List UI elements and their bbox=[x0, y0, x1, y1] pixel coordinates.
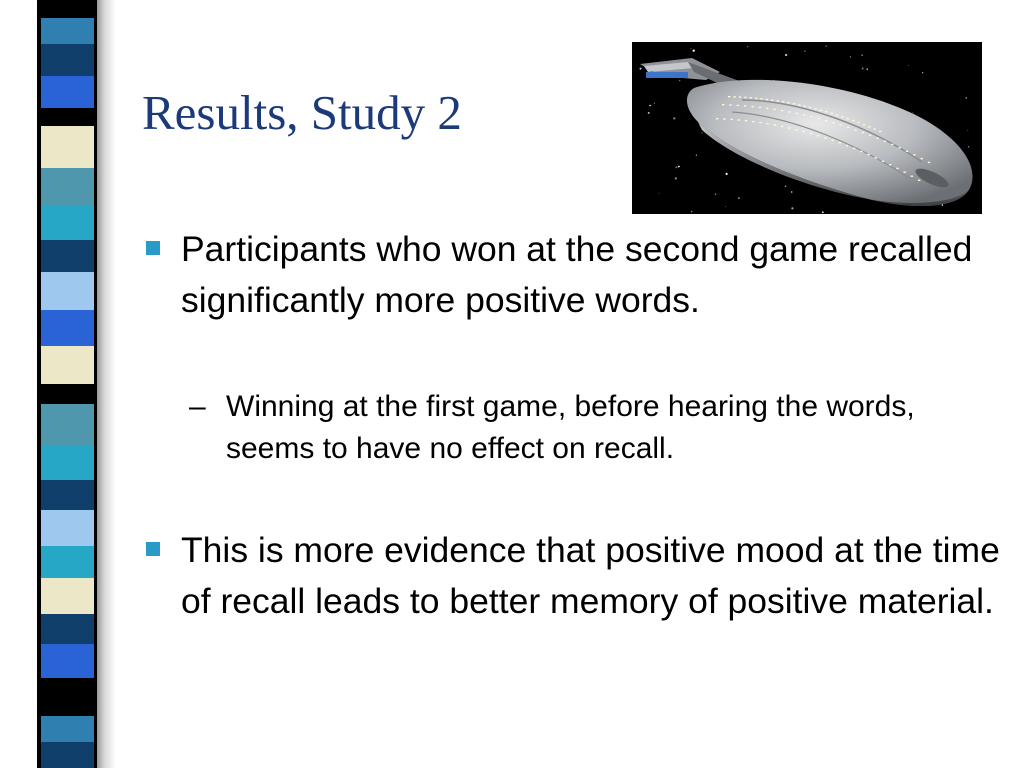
hull-light bbox=[793, 103, 795, 104]
hull-light bbox=[820, 110, 822, 111]
hull-light bbox=[787, 102, 789, 103]
square-bullet-icon bbox=[146, 241, 160, 255]
stripe-blocks bbox=[41, 0, 94, 768]
hull-light bbox=[884, 141, 886, 142]
star bbox=[678, 166, 680, 168]
hull-light bbox=[781, 110, 783, 111]
star bbox=[726, 173, 728, 175]
star bbox=[725, 206, 726, 207]
star bbox=[866, 68, 868, 70]
hull-light bbox=[795, 129, 797, 130]
sub-bullet-item bbox=[185, 386, 975, 470]
hull-light bbox=[879, 131, 881, 132]
stripe-block bbox=[41, 206, 94, 240]
star bbox=[861, 54, 863, 56]
hull-light bbox=[777, 100, 779, 101]
star bbox=[912, 112, 913, 113]
hull-light bbox=[755, 98, 757, 99]
hull-light bbox=[744, 105, 746, 106]
hull-light bbox=[876, 138, 878, 139]
hull-light bbox=[869, 135, 871, 136]
star bbox=[850, 56, 851, 57]
hull-light bbox=[841, 116, 843, 117]
stripe-block bbox=[41, 644, 94, 678]
hull-light bbox=[863, 124, 865, 125]
star bbox=[715, 193, 717, 195]
star bbox=[791, 207, 793, 209]
hull-light bbox=[781, 126, 783, 127]
hull-light bbox=[803, 114, 805, 115]
hull-light bbox=[814, 108, 816, 109]
hull-light bbox=[796, 113, 798, 114]
hull-light bbox=[760, 98, 762, 99]
hull-light bbox=[867, 154, 869, 155]
stripe-block bbox=[41, 44, 94, 76]
hull-light bbox=[830, 113, 832, 114]
hull-light bbox=[847, 118, 849, 119]
hull-light bbox=[788, 111, 790, 112]
hull-light bbox=[818, 118, 820, 119]
hull-light bbox=[898, 147, 900, 148]
hull-light bbox=[771, 100, 773, 101]
star bbox=[701, 132, 702, 133]
stripe-block bbox=[41, 614, 94, 644]
star bbox=[791, 191, 793, 193]
star bbox=[822, 211, 824, 213]
hull-light bbox=[809, 107, 811, 108]
star bbox=[908, 65, 909, 66]
star bbox=[649, 105, 651, 107]
bullet-text: This is more evidence that positive mood at the time of recall leads to better memory of positive material. bbox=[181, 530, 1000, 621]
hull-light bbox=[766, 108, 768, 109]
hull-light bbox=[889, 164, 891, 165]
hull-light bbox=[854, 129, 856, 130]
star bbox=[691, 211, 693, 213]
hull-light bbox=[723, 118, 725, 119]
stripe-block bbox=[41, 446, 94, 480]
stripe-block bbox=[41, 384, 94, 404]
star bbox=[942, 204, 943, 205]
hull-light bbox=[874, 128, 876, 129]
hull-light bbox=[722, 104, 724, 105]
hull-light bbox=[730, 119, 732, 120]
hull-light bbox=[918, 180, 920, 181]
hull-light bbox=[904, 172, 906, 173]
star bbox=[747, 46, 748, 47]
hull-light bbox=[846, 145, 848, 146]
stripe-block bbox=[41, 742, 94, 768]
star bbox=[968, 146, 969, 147]
stripe-block bbox=[41, 546, 94, 578]
hull-light bbox=[847, 127, 849, 128]
stripe-block bbox=[41, 272, 94, 310]
hull-light bbox=[744, 97, 746, 98]
stripe-block bbox=[41, 716, 94, 742]
hull-light bbox=[857, 122, 859, 123]
stripe-block bbox=[41, 678, 94, 698]
hull-light bbox=[774, 124, 776, 125]
hull-light bbox=[836, 114, 838, 115]
hull-light bbox=[738, 119, 740, 120]
star bbox=[659, 193, 660, 194]
hull-light bbox=[798, 104, 800, 105]
hull-light bbox=[810, 133, 812, 134]
hull-light bbox=[921, 158, 923, 159]
star bbox=[785, 54, 787, 56]
hull-light bbox=[745, 120, 747, 121]
star bbox=[738, 197, 740, 199]
hull-light bbox=[767, 123, 769, 124]
star bbox=[696, 155, 697, 156]
bullet-text: Participants who won at the second game recalled significantly more positive words. bbox=[181, 229, 973, 320]
star bbox=[785, 185, 787, 187]
stripe-block bbox=[41, 76, 94, 108]
starship-image bbox=[632, 42, 982, 214]
hull-light bbox=[751, 106, 753, 107]
hull-light bbox=[728, 96, 730, 97]
decorative-stripe bbox=[0, 0, 116, 768]
stripe-block bbox=[41, 18, 94, 44]
hull-light bbox=[750, 97, 752, 98]
hull-light bbox=[825, 111, 827, 112]
star bbox=[804, 50, 805, 51]
hull-light bbox=[739, 96, 741, 97]
stripe-block bbox=[41, 578, 94, 614]
dash-marker: – bbox=[189, 390, 206, 423]
stripe-block bbox=[41, 404, 94, 446]
hull-light bbox=[759, 107, 761, 108]
stripe-shadow bbox=[97, 0, 116, 768]
hull-light bbox=[853, 148, 855, 149]
hull-light bbox=[824, 137, 826, 138]
hull-light bbox=[913, 154, 915, 155]
stripe-block bbox=[41, 310, 94, 346]
hull-light bbox=[839, 142, 841, 143]
slide-title: Results, Study 2 bbox=[142, 85, 462, 140]
stripe-block bbox=[41, 0, 94, 18]
bullet-item bbox=[142, 224, 1002, 326]
stripe-block bbox=[41, 510, 94, 546]
hull-light bbox=[852, 120, 854, 121]
stripe-block bbox=[41, 168, 94, 206]
stripe-block bbox=[41, 480, 94, 510]
hull-light bbox=[817, 135, 819, 136]
stripe-block bbox=[41, 698, 94, 716]
stripe-block bbox=[41, 108, 94, 126]
hull-light bbox=[733, 96, 735, 97]
star bbox=[654, 103, 655, 104]
sub-bullet-text: Winning at the first game, before hearing the words, seems to have no effect on recall. bbox=[226, 390, 915, 465]
hull-light bbox=[896, 168, 898, 169]
star bbox=[966, 97, 968, 99]
hull-light bbox=[804, 106, 806, 107]
hull-light bbox=[773, 109, 775, 110]
hull-light bbox=[803, 131, 805, 132]
stripe-block bbox=[41, 240, 94, 272]
hull-light bbox=[729, 104, 731, 105]
hull-light bbox=[831, 140, 833, 141]
hull-light bbox=[766, 99, 768, 100]
star bbox=[825, 45, 826, 46]
hull-light bbox=[840, 124, 842, 125]
hull-light bbox=[882, 161, 884, 162]
hull-light bbox=[825, 120, 827, 121]
hull-light bbox=[832, 122, 834, 123]
hull-light bbox=[928, 162, 930, 163]
hull-light bbox=[810, 116, 812, 117]
hull-light bbox=[737, 105, 739, 106]
star bbox=[673, 117, 675, 119]
hull-light bbox=[875, 157, 877, 158]
star bbox=[675, 166, 677, 168]
square-bullet-icon bbox=[146, 542, 160, 556]
hull-light bbox=[911, 176, 913, 177]
hull-light bbox=[782, 101, 784, 102]
bullet-item bbox=[142, 525, 1002, 627]
star bbox=[648, 112, 650, 114]
star bbox=[967, 130, 968, 131]
hull-light bbox=[759, 122, 761, 123]
hull-light bbox=[860, 151, 862, 152]
hull-light bbox=[862, 132, 864, 133]
hull-light bbox=[891, 144, 893, 145]
star bbox=[640, 68, 642, 70]
star bbox=[862, 68, 864, 70]
hull-light bbox=[716, 118, 718, 119]
star bbox=[693, 49, 695, 51]
star bbox=[691, 48, 692, 49]
stripe-block bbox=[41, 346, 94, 384]
hull-light bbox=[788, 127, 790, 128]
star bbox=[679, 80, 681, 82]
stripe-block bbox=[41, 126, 94, 168]
star bbox=[675, 177, 677, 179]
hull-light bbox=[906, 151, 908, 152]
star bbox=[922, 72, 923, 73]
hull-light bbox=[868, 126, 870, 127]
hull-light bbox=[752, 121, 754, 122]
